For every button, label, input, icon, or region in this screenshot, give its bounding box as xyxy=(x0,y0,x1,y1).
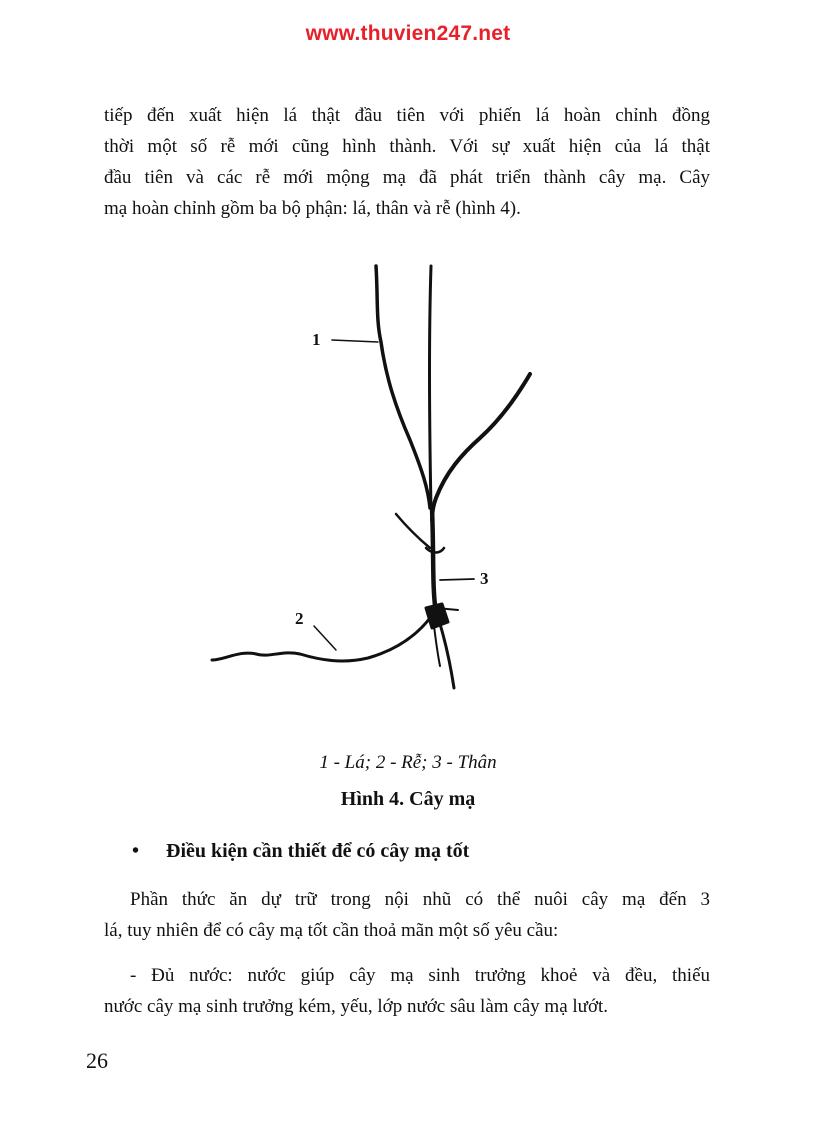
paragraph-line: tiếp đến xuất hiện lá thật đầu tiên với phiến lá hoàn chỉnh đồng xyxy=(104,105,710,126)
leader-line-1 xyxy=(332,340,378,342)
leaf-upright xyxy=(430,266,432,508)
watermark-url[interactable]: www.thuvien247.net xyxy=(305,22,511,45)
stem xyxy=(432,508,436,613)
paragraph-line: đầu tiên và các rễ mới mộng mạ đã phát triển thành cây mạ. Cây xyxy=(104,167,710,188)
figure-title: Hình 4. Cây mạ xyxy=(340,788,476,810)
figure-caption: 1 - Lá; 2 - Rễ; 3 - Thân xyxy=(319,752,497,773)
leaf-main xyxy=(376,266,430,508)
root-down xyxy=(440,624,454,688)
page-number: 26 xyxy=(86,1048,108,1073)
paragraph-water xyxy=(104,960,710,1022)
leaf-right xyxy=(432,374,530,520)
label-stem: 3 xyxy=(480,569,489,588)
paragraph-reserve xyxy=(104,884,710,946)
section-heading xyxy=(132,840,732,863)
paragraph-line: thời một số rễ mới cũng hình thành. Với sự xuất hiện của lá thật xyxy=(104,136,710,157)
leaf-small xyxy=(396,514,430,548)
root-side xyxy=(434,626,440,666)
root-long xyxy=(212,618,430,661)
paragraph-line: lá, tuy nhiên để có cây mạ tốt cần thoả mãn một số yêu cầu: xyxy=(104,920,559,941)
label-root: 2 xyxy=(295,609,304,628)
paragraph-line: mạ hoàn chỉnh gồm ba bộ phận: lá, thân và rễ (hình 4). xyxy=(104,198,521,219)
paragraph-line: nước cây mạ sinh trưởng kém, yếu, lớp nước sâu làm cây mạ lướt. xyxy=(104,996,609,1017)
leader-line-2 xyxy=(314,626,336,650)
paragraph-line: - Đủ nước: nước giúp cây mạ sinh trưởng khoẻ và đều, thiếu xyxy=(130,965,710,986)
section-heading-text: Điều kiện cần thiết để có cây mạ tốt xyxy=(166,840,470,862)
label-leaf: 1 xyxy=(312,330,321,349)
leader-line-3 xyxy=(440,579,474,580)
paragraph-intro xyxy=(104,100,710,224)
bullet-icon: • xyxy=(132,840,140,862)
rice-seedling-illustration xyxy=(200,258,540,708)
paragraph-line: Phần thức ăn dự trữ trong nội nhũ có thể nuôi cây mạ đến 3 xyxy=(130,889,710,910)
